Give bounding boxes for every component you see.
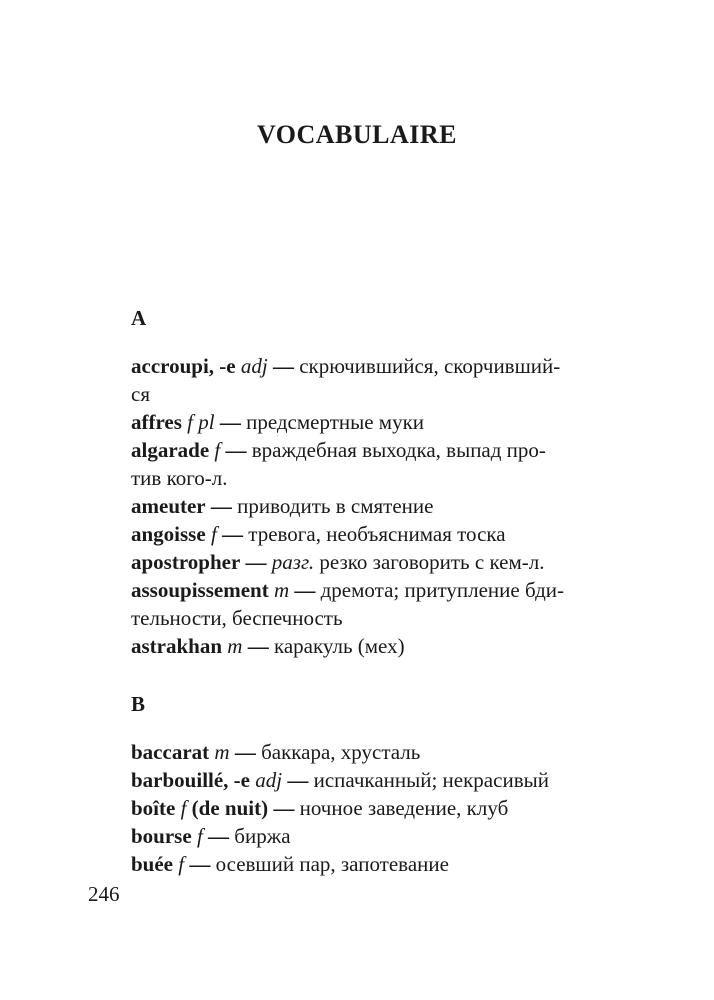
entry-translation: резко заговорить с кем-л.: [319, 550, 545, 574]
entry-translation: враждебная выходка, выпад про-: [251, 438, 546, 462]
dictionary-entry: [131, 794, 601, 822]
entry-continuation: тельности, беспечность: [131, 606, 343, 630]
entry-headword: affres: [131, 410, 182, 434]
dictionary-entry: [131, 492, 601, 520]
entry-extra: (de nuit): [191, 796, 269, 820]
entry-grammar: f pl: [187, 410, 215, 434]
entry-headword: algarade: [131, 438, 210, 462]
entry-dash: —: [294, 578, 316, 602]
dictionary-entry: [131, 436, 601, 492]
entry-translation: приводить в смятение: [237, 494, 434, 518]
entry-dash: —: [247, 634, 269, 658]
dictionary-entry: [131, 548, 601, 576]
entry-translation: осевший пар, запотевание: [215, 852, 449, 876]
entry-headword: buée: [131, 852, 173, 876]
entry-translation: биржа: [234, 824, 291, 848]
entry-dash: —: [210, 494, 232, 518]
entry-dash: —: [189, 852, 211, 876]
entry-dash: —: [208, 824, 230, 848]
entry-grammar: adj: [255, 768, 283, 792]
entry-translation: каракуль (мех): [273, 634, 405, 658]
entry-grammar: m: [214, 740, 230, 764]
dictionary-entry: [131, 738, 601, 766]
dictionary-entry: [131, 408, 601, 436]
entry-note: разг.: [271, 550, 315, 574]
entry-grammar: f: [210, 522, 217, 546]
entry-headword: angoisse: [131, 522, 206, 546]
entry-translation: предсмертные муки: [246, 410, 425, 434]
entry-headword: bourse: [131, 824, 192, 848]
entry-translation: ночное заведение, клуб: [299, 796, 509, 820]
dictionary-entry: [131, 766, 601, 794]
entry-headword: apostropher: [131, 550, 241, 574]
dictionary-entry: [131, 632, 601, 660]
entry-dash: —: [287, 768, 309, 792]
entry-headword: astrakhan: [131, 634, 223, 658]
section-a: [131, 304, 601, 660]
dictionary-entry: [131, 850, 601, 878]
section-b: [131, 690, 601, 878]
section-letter: B: [131, 692, 146, 716]
dictionary-entry: [131, 576, 601, 632]
entry-headword: boîte: [131, 796, 176, 820]
entry-grammar: f: [180, 796, 187, 820]
entry-headword: barbouillé, -e: [131, 768, 250, 792]
entry-headword: ameuter: [131, 494, 206, 518]
dictionary-entry: [131, 822, 601, 850]
entry-grammar: f: [196, 824, 203, 848]
entry-grammar: f: [178, 852, 185, 876]
entry-continuation: ся: [131, 382, 150, 406]
page-title: VOCABULAIRE: [256, 120, 457, 149]
entry-list: [131, 738, 601, 878]
entry-grammar: adj: [240, 354, 268, 378]
entry-headword: baccarat: [131, 740, 210, 764]
entry-dash: —: [245, 550, 267, 574]
entry-translation: дремота; притупление бди-: [320, 578, 565, 602]
entry-dash: —: [234, 740, 256, 764]
entry-grammar: f: [214, 438, 221, 462]
entry-translation: баккара, хрусталь: [261, 740, 421, 764]
entry-grammar: m: [273, 578, 290, 602]
entry-translation: скрючившийся, скорчивший-: [299, 354, 561, 378]
page-number: 246: [88, 882, 120, 906]
entry-translation: тревога, необъяснимая тоска: [248, 522, 506, 546]
entry-dash: —: [219, 410, 241, 434]
entry-dash: —: [273, 796, 295, 820]
entry-continuation: тив кого-л.: [131, 466, 228, 490]
entry-dash: —: [222, 522, 244, 546]
entry-dash: —: [225, 438, 247, 462]
entry-list: [131, 352, 601, 660]
section-letter: A: [131, 306, 147, 330]
entry-grammar: m: [227, 634, 243, 658]
entry-headword: accroupi, -e: [131, 354, 236, 378]
entry-dash: —: [272, 354, 294, 378]
dictionary-entry: [131, 520, 601, 548]
entry-translation: испачканный; некрасивый: [313, 768, 549, 792]
entry-headword: assoupissement: [131, 578, 269, 602]
dictionary-entry: [131, 352, 601, 408]
